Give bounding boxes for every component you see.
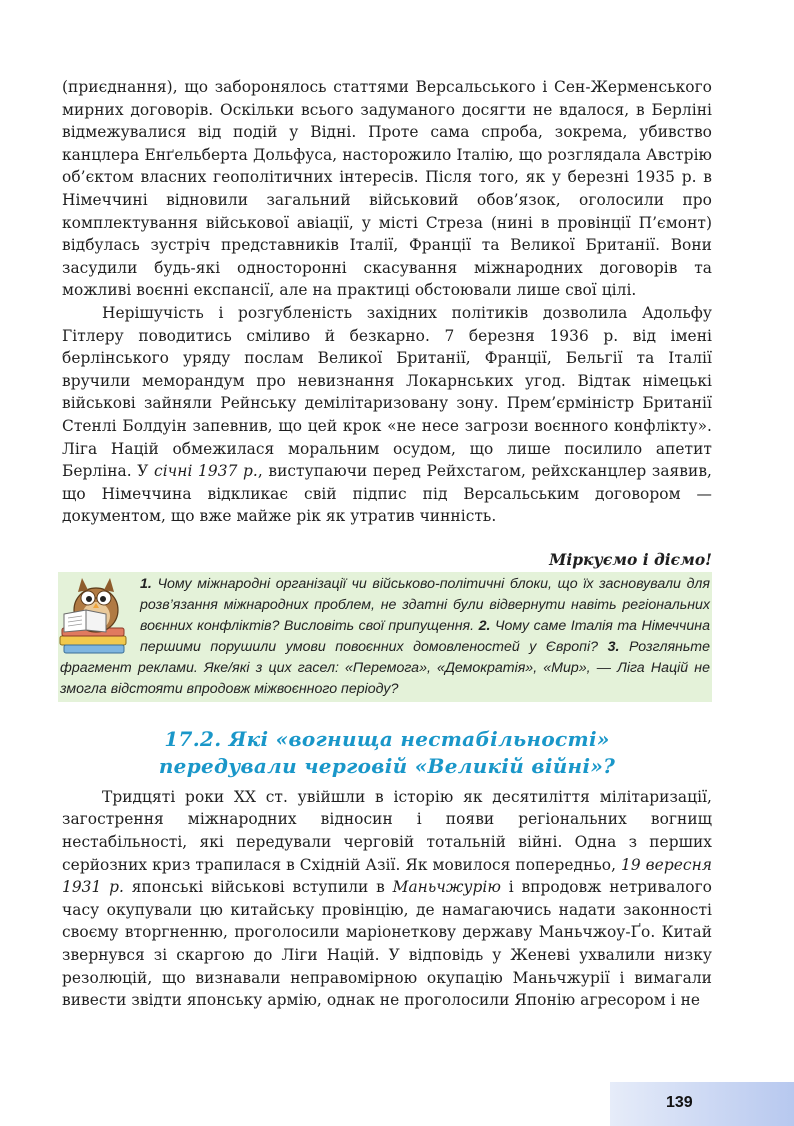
task-number-3: 3. (607, 638, 620, 655)
date-emphasis: січні 1937 р. (154, 462, 258, 481)
task-question-1: Чому міжнародні організації чи військово-політичні блоки, що їх засновували для розв’язання міжнародних проблем, не здатні були відвернути навіть регіональних воєнних конфліктів? Висловіть свої припущення. (140, 575, 710, 634)
owl-reading-book-icon (56, 574, 132, 658)
page-number: 139 (666, 1094, 693, 1111)
task-number-2: 2. (478, 617, 491, 634)
task-heading: Міркуємо і діємо! (549, 549, 712, 569)
place-emphasis: Маньчжурію (392, 878, 501, 897)
paragraph-2: Нерішучість і розгубленість західних політиків дозволила Адольфу Гітлеру поводитись сміливо й безкарно. 7 березня 1936 р. від імені берлінського уряду послам Великої Британії, Франції, Бельгії та Італії вручили меморандум про невизнання Локарнських угод. Відтак німецькі військові зайняли Рейнську демілітаризовану зону. Прем’єрміністр Британії Стенлі Болдуін запевнив, що цей крок «не несе загрози воєнного конфлікту». Ліга Націй обмежилася моральним осудом, що лише посилило апетит Берліна. У січні 1937 р., виступаючи перед Рейхстагом, рейхсканцлер заявив, що Німеччина відкликає свій підпис під Версальським договором — документом, що вже майже рік як утратив чинність. (62, 303, 712, 526)
task-question-3: Розгляньте фрагмент реклами. Яке/які з цих гасел: «Перемога», «Демократія», «Мир», — Ліга Націй не змогла відстояти впродовж міжвоєнного періоду? (60, 638, 710, 697)
section-heading (62, 726, 712, 780)
date-emphasis-2: 19 вересня 1931 р. (62, 855, 712, 897)
section-heading-line-1: 17.2. Які «вогнища нестабільності» (164, 726, 610, 751)
section-heading-line-2: передували черговій «Великій війні»? (158, 753, 616, 778)
task-question-2: Чому саме Італія та Німеччина першими порушили умови повоєнних домовленостей у Європі? (140, 617, 710, 655)
page-content (62, 76, 712, 1012)
paragraph-3: Тридцяті роки XX ст. увійшли в історію як десятиліття мілітаризації, загострення міжнародних відносин і появи регіональних вогнищ нестабільності, які передували черговій тотальній війні. Одна з перших серйозних криз трапилася в Східній Азії. Як мовилося попередньо, 19 вересня 1931 р. японські військові вступили в Маньчжурію і впродовж нетривалого часу окупували цю китайську провінцію, де намагаючись надати законності своєму вторгненню, проголосили маріонеткову державу Маньчжоу-Ґо. Китай звернувся зі скаргою до Ліги Націй. У відповідь у Женеві ухвалили низку резолюцій, що визнавали неправомірною окупацію Маньчжурії і вимагали вивести звідти японську армію, однак не проголосили Японію агресором і не (62, 787, 713, 1010)
page-number-bar (610, 1082, 794, 1126)
task-number-1: 1. (140, 575, 152, 592)
paragraph-1: (приєднання), що заборонялось статтями Версальського і Сен-Жерменського мирних договорів. Оскільки всього задуманого досягти не вдалося, в Берліні відмежувалися від подій у Відні. Проте сама спроба, зокрема, убивство канцлера Енґельберта Дольфуса, насторожило Італію, що розглядала Австрію об’єктом власних геополітичних інтересів. Після того, як у березні 1935 р. в Німеччині відновили загальний військовий обов’язок, оголосили про комплектування військової авіації, у місті Стреза (нині в провінції П’ємонт) відбулась зустріч представників Італії, Франції та Великої Британії. Вони засудили будь-які односторонні скасування міжнародних договорів та можливі воєнні експансії, але на практиці обстоювали лише свої цілі. (62, 78, 712, 300)
task-box (58, 572, 712, 702)
